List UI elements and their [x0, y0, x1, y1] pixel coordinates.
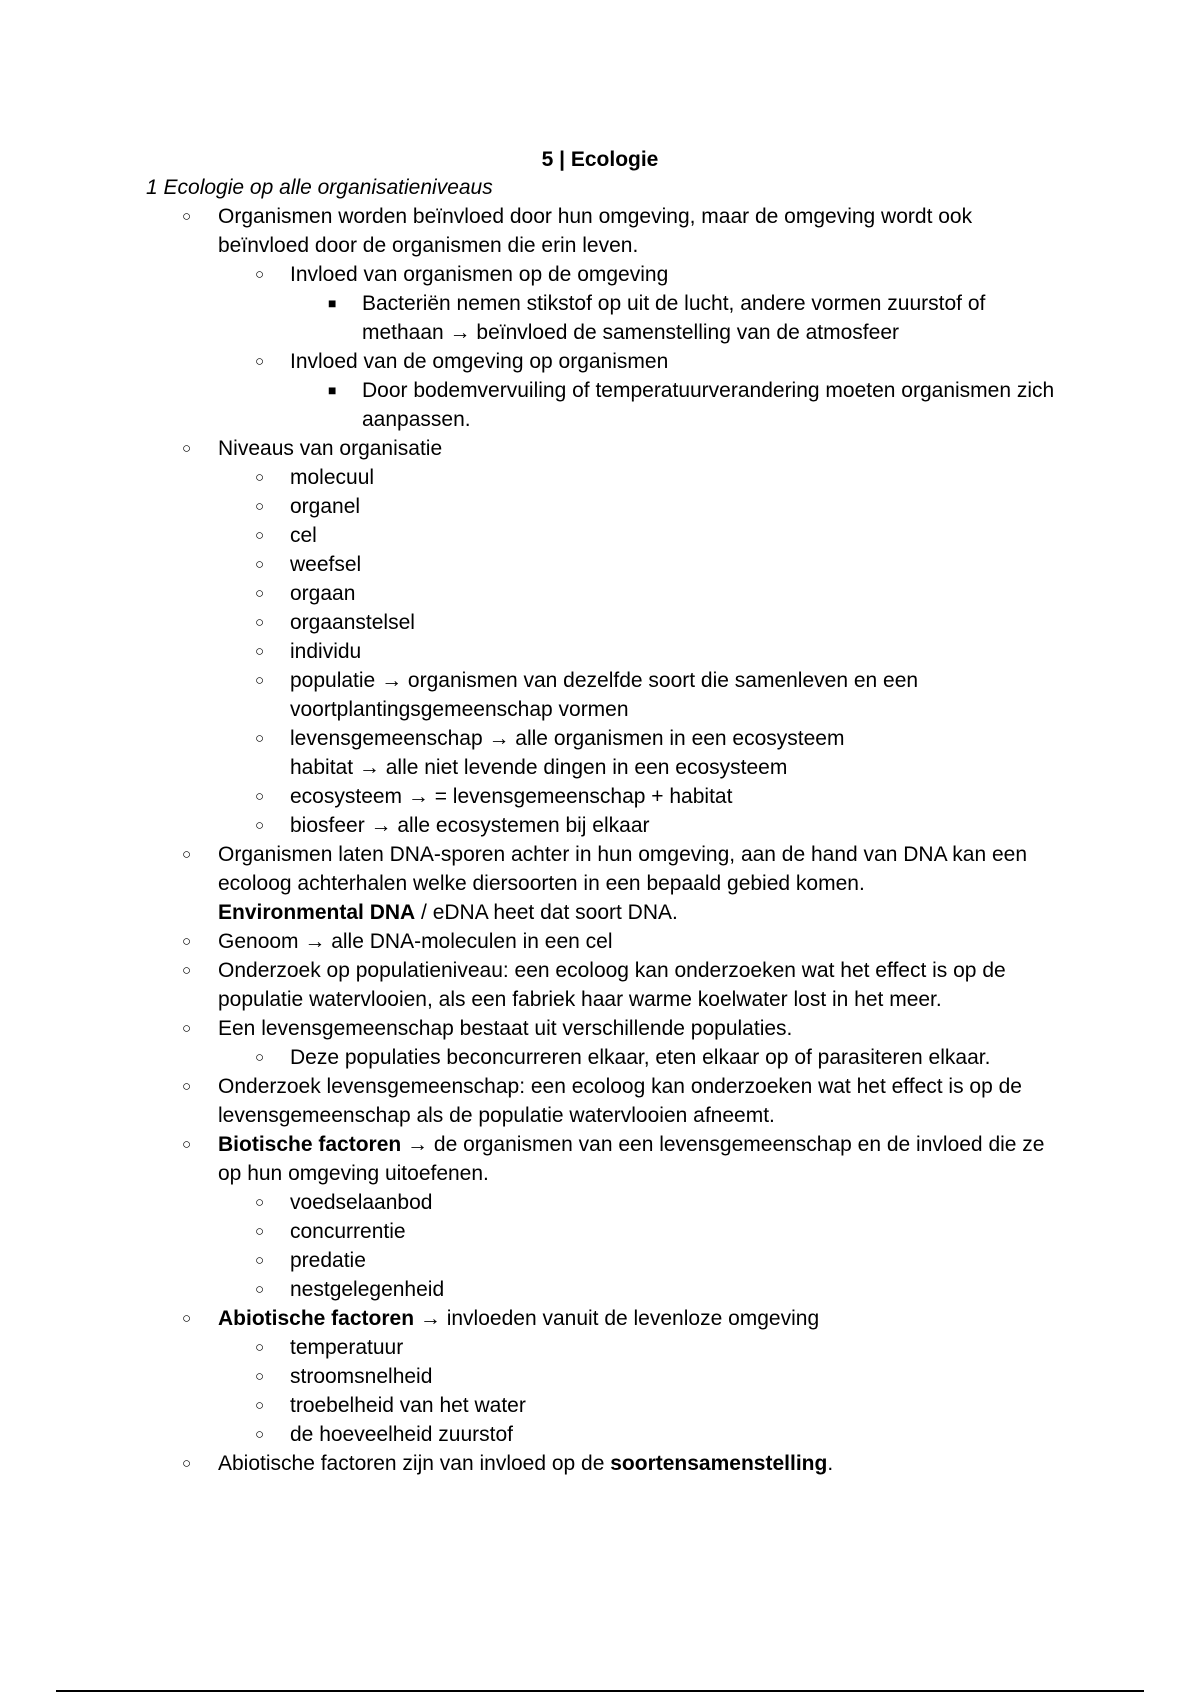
list-item — [0, 1246, 1056, 1275]
bold-term: Biotische factoren — [218, 1133, 402, 1156]
list-item-text: Invloed van de omgeving op organismen — [290, 350, 669, 373]
list-item-text: biosfeer → alle ecosystemen bij elkaar — [290, 814, 650, 837]
hollow-bullet-icon: ○ — [255, 1194, 265, 1211]
list-item-text: orgaanstelsel — [290, 611, 415, 634]
bold-term: Abiotische factoren — [218, 1307, 415, 1330]
list-item — [0, 492, 1056, 521]
hollow-bullet-icon: ○ — [255, 469, 265, 486]
list-item — [0, 1391, 1056, 1420]
hollow-bullet-icon: ○ — [255, 1281, 265, 1298]
hollow-bullet-icon: ○ — [255, 585, 265, 602]
hollow-bullet-icon: ○ — [182, 1136, 192, 1153]
hollow-bullet-icon: ○ — [255, 614, 265, 631]
list-item — [0, 434, 1056, 463]
list-item — [0, 608, 1056, 637]
hollow-bullet-icon: ○ — [255, 527, 265, 544]
list-item — [0, 1449, 1056, 1478]
page-divider — [56, 1690, 1144, 1692]
list-item-text: Abiotische factoren → invloeden vanuit de levenloze omgeving — [218, 1307, 820, 1330]
hollow-bullet-icon: ○ — [255, 556, 265, 573]
hollow-bullet-icon: ○ — [255, 1252, 265, 1269]
section-title: 1 Ecologie op alle organisatieniveaus — [146, 176, 493, 199]
hollow-bullet-icon: ○ — [255, 1049, 265, 1066]
hollow-bullet-icon: ○ — [182, 1020, 192, 1037]
hollow-bullet-icon: ○ — [255, 730, 265, 747]
list-item-text: Onderzoek op populatieniveau: een ecoloog kan onderzoeken wat het effect is op de populatie watervlooien, als een fabriek haar warme koelwater lost in het meer. — [218, 959, 1006, 1011]
list-item — [0, 1217, 1056, 1246]
hollow-bullet-icon: ○ — [182, 1310, 192, 1327]
list-item-text: Abiotische factoren zijn van invloed op de soortensamenstelling. — [218, 1452, 834, 1475]
list-item-text: weefsel — [290, 553, 362, 576]
list-item — [0, 1420, 1056, 1449]
list-item-text: Biotische factoren → de organismen van een levensgemeenschap en de invloed die ze op hun omgeving uitoefenen. — [218, 1133, 1045, 1185]
page-title: 5 | Ecologie — [541, 148, 659, 171]
bold-term: soortensamenstelling — [610, 1452, 828, 1475]
list-item-text: Onderzoek levensgemeenschap: een ecoloog kan onderzoeken wat het effect is op de levensgemeenschap als de populatie watervlooien afneemt. — [218, 1075, 1022, 1127]
hollow-bullet-icon: ○ — [255, 266, 265, 283]
list-item-text: voedselaanbod — [290, 1191, 433, 1214]
list-item-text: Bacteriën nemen stikstof op uit de lucht, andere vormen zuurstof of methaan → beïnvloed de samenstelling van de atmosfeer — [362, 292, 986, 344]
list-item-text: concurrentie — [290, 1220, 406, 1243]
list-item-text: de hoeveelheid zuurstof — [290, 1423, 513, 1446]
list-item — [0, 521, 1056, 550]
hollow-bullet-icon: ○ — [182, 933, 192, 950]
list-item-text: stroomsnelheid — [290, 1365, 433, 1388]
list-item — [0, 724, 1056, 753]
list-item-text: organel — [290, 495, 361, 518]
list-item-text: molecuul — [290, 466, 375, 489]
list-item-text: Invloed van organismen op de omgeving — [290, 263, 669, 286]
outline-list — [0, 202, 1200, 1478]
hollow-bullet-icon: ○ — [182, 846, 192, 863]
list-item — [0, 927, 1056, 956]
hollow-bullet-icon: ○ — [255, 1397, 265, 1414]
list-item — [0, 956, 1056, 1014]
list-item — [0, 1362, 1056, 1391]
hollow-bullet-icon: ○ — [255, 1426, 265, 1443]
list-item-text: Genoom → alle DNA-moleculen in een cel — [218, 930, 613, 953]
list-item-text: Een levensgemeenschap bestaat uit verschillende populaties. — [218, 1017, 793, 1040]
list-item-text: individu — [290, 640, 362, 663]
list-item — [0, 1043, 1056, 1072]
hollow-bullet-icon: ○ — [255, 817, 265, 834]
list-item — [0, 550, 1056, 579]
list-item-text: predatie — [290, 1249, 366, 1272]
list-item-text: Door bodemvervuiling of temperatuurverandering moeten organismen zich aanpassen. — [362, 379, 1055, 431]
list-item-text: Niveaus van organisatie — [218, 437, 443, 460]
hollow-bullet-icon: ○ — [182, 962, 192, 979]
hollow-bullet-icon: ○ — [255, 788, 265, 805]
square-bullet-icon: ■ — [328, 295, 337, 311]
hollow-bullet-icon: ○ — [255, 1368, 265, 1385]
list-item-text: ecosysteem → = levensgemeenschap + habitat — [290, 785, 733, 808]
list-item — [0, 666, 1056, 724]
hollow-bullet-icon: ○ — [255, 498, 265, 515]
list-item — [0, 579, 1056, 608]
list-item-text: Organismen laten DNA-sporen achter in hun omgeving, aan de hand van DNA kan een ecoloog achterhalen welke diersoorten in een bepaald gebied komen. Environmental DNA / eDNA heet dat soort DNA. — [218, 843, 1027, 924]
list-item — [0, 289, 1056, 347]
list-item-text: levensgemeenschap → alle organismen in een ecosysteem — [290, 727, 845, 750]
hollow-bullet-icon: ○ — [255, 353, 265, 370]
list-item — [0, 1275, 1056, 1304]
list-item-text: troebelheid van het water — [290, 1394, 526, 1417]
list-item-text: Deze populaties beconcurreren elkaar, eten elkaar op of parasiteren elkaar. — [290, 1046, 991, 1069]
list-item-text: nestgelegenheid — [290, 1278, 445, 1301]
hollow-bullet-icon: ○ — [255, 672, 265, 689]
list-item — [0, 782, 1056, 811]
list-item — [0, 1072, 1056, 1130]
hollow-bullet-icon: ○ — [255, 1339, 265, 1356]
list-item — [0, 840, 1056, 927]
list-item-text: habitat → alle niet levende dingen in een ecosysteem — [290, 756, 788, 779]
hollow-bullet-icon: ○ — [255, 643, 265, 660]
list-item-continuation — [0, 753, 1056, 782]
list-item — [0, 1130, 1056, 1188]
list-item — [0, 347, 1056, 376]
list-item-text: Organismen worden beïnvloed door hun omgeving, maar de omgeving wordt ook beïnvloed door de organismen die erin leven. — [218, 205, 973, 257]
hollow-bullet-icon: ○ — [182, 1078, 192, 1095]
list-item-text: orgaan — [290, 582, 356, 605]
hollow-bullet-icon: ○ — [182, 208, 192, 225]
list-item — [0, 1188, 1056, 1217]
square-bullet-icon: ■ — [328, 382, 337, 398]
list-item — [0, 260, 1056, 289]
hollow-bullet-icon: ○ — [182, 1455, 192, 1472]
list-item — [0, 463, 1056, 492]
list-item-text: populatie → organismen van dezelfde soort die samenleven en een voortplantingsgemeenschap vormen — [290, 669, 919, 721]
hollow-bullet-icon: ○ — [182, 440, 192, 457]
list-item — [0, 202, 1056, 260]
list-item-text: cel — [290, 524, 317, 547]
list-item-text: temperatuur — [290, 1336, 404, 1359]
list-item — [0, 1333, 1056, 1362]
list-item — [0, 811, 1056, 840]
list-item — [0, 376, 1056, 434]
list-item — [0, 637, 1056, 666]
bold-term: Environmental DNA — [218, 901, 416, 924]
hollow-bullet-icon: ○ — [255, 1223, 265, 1240]
list-item — [0, 1304, 1056, 1333]
list-item — [0, 1014, 1056, 1043]
